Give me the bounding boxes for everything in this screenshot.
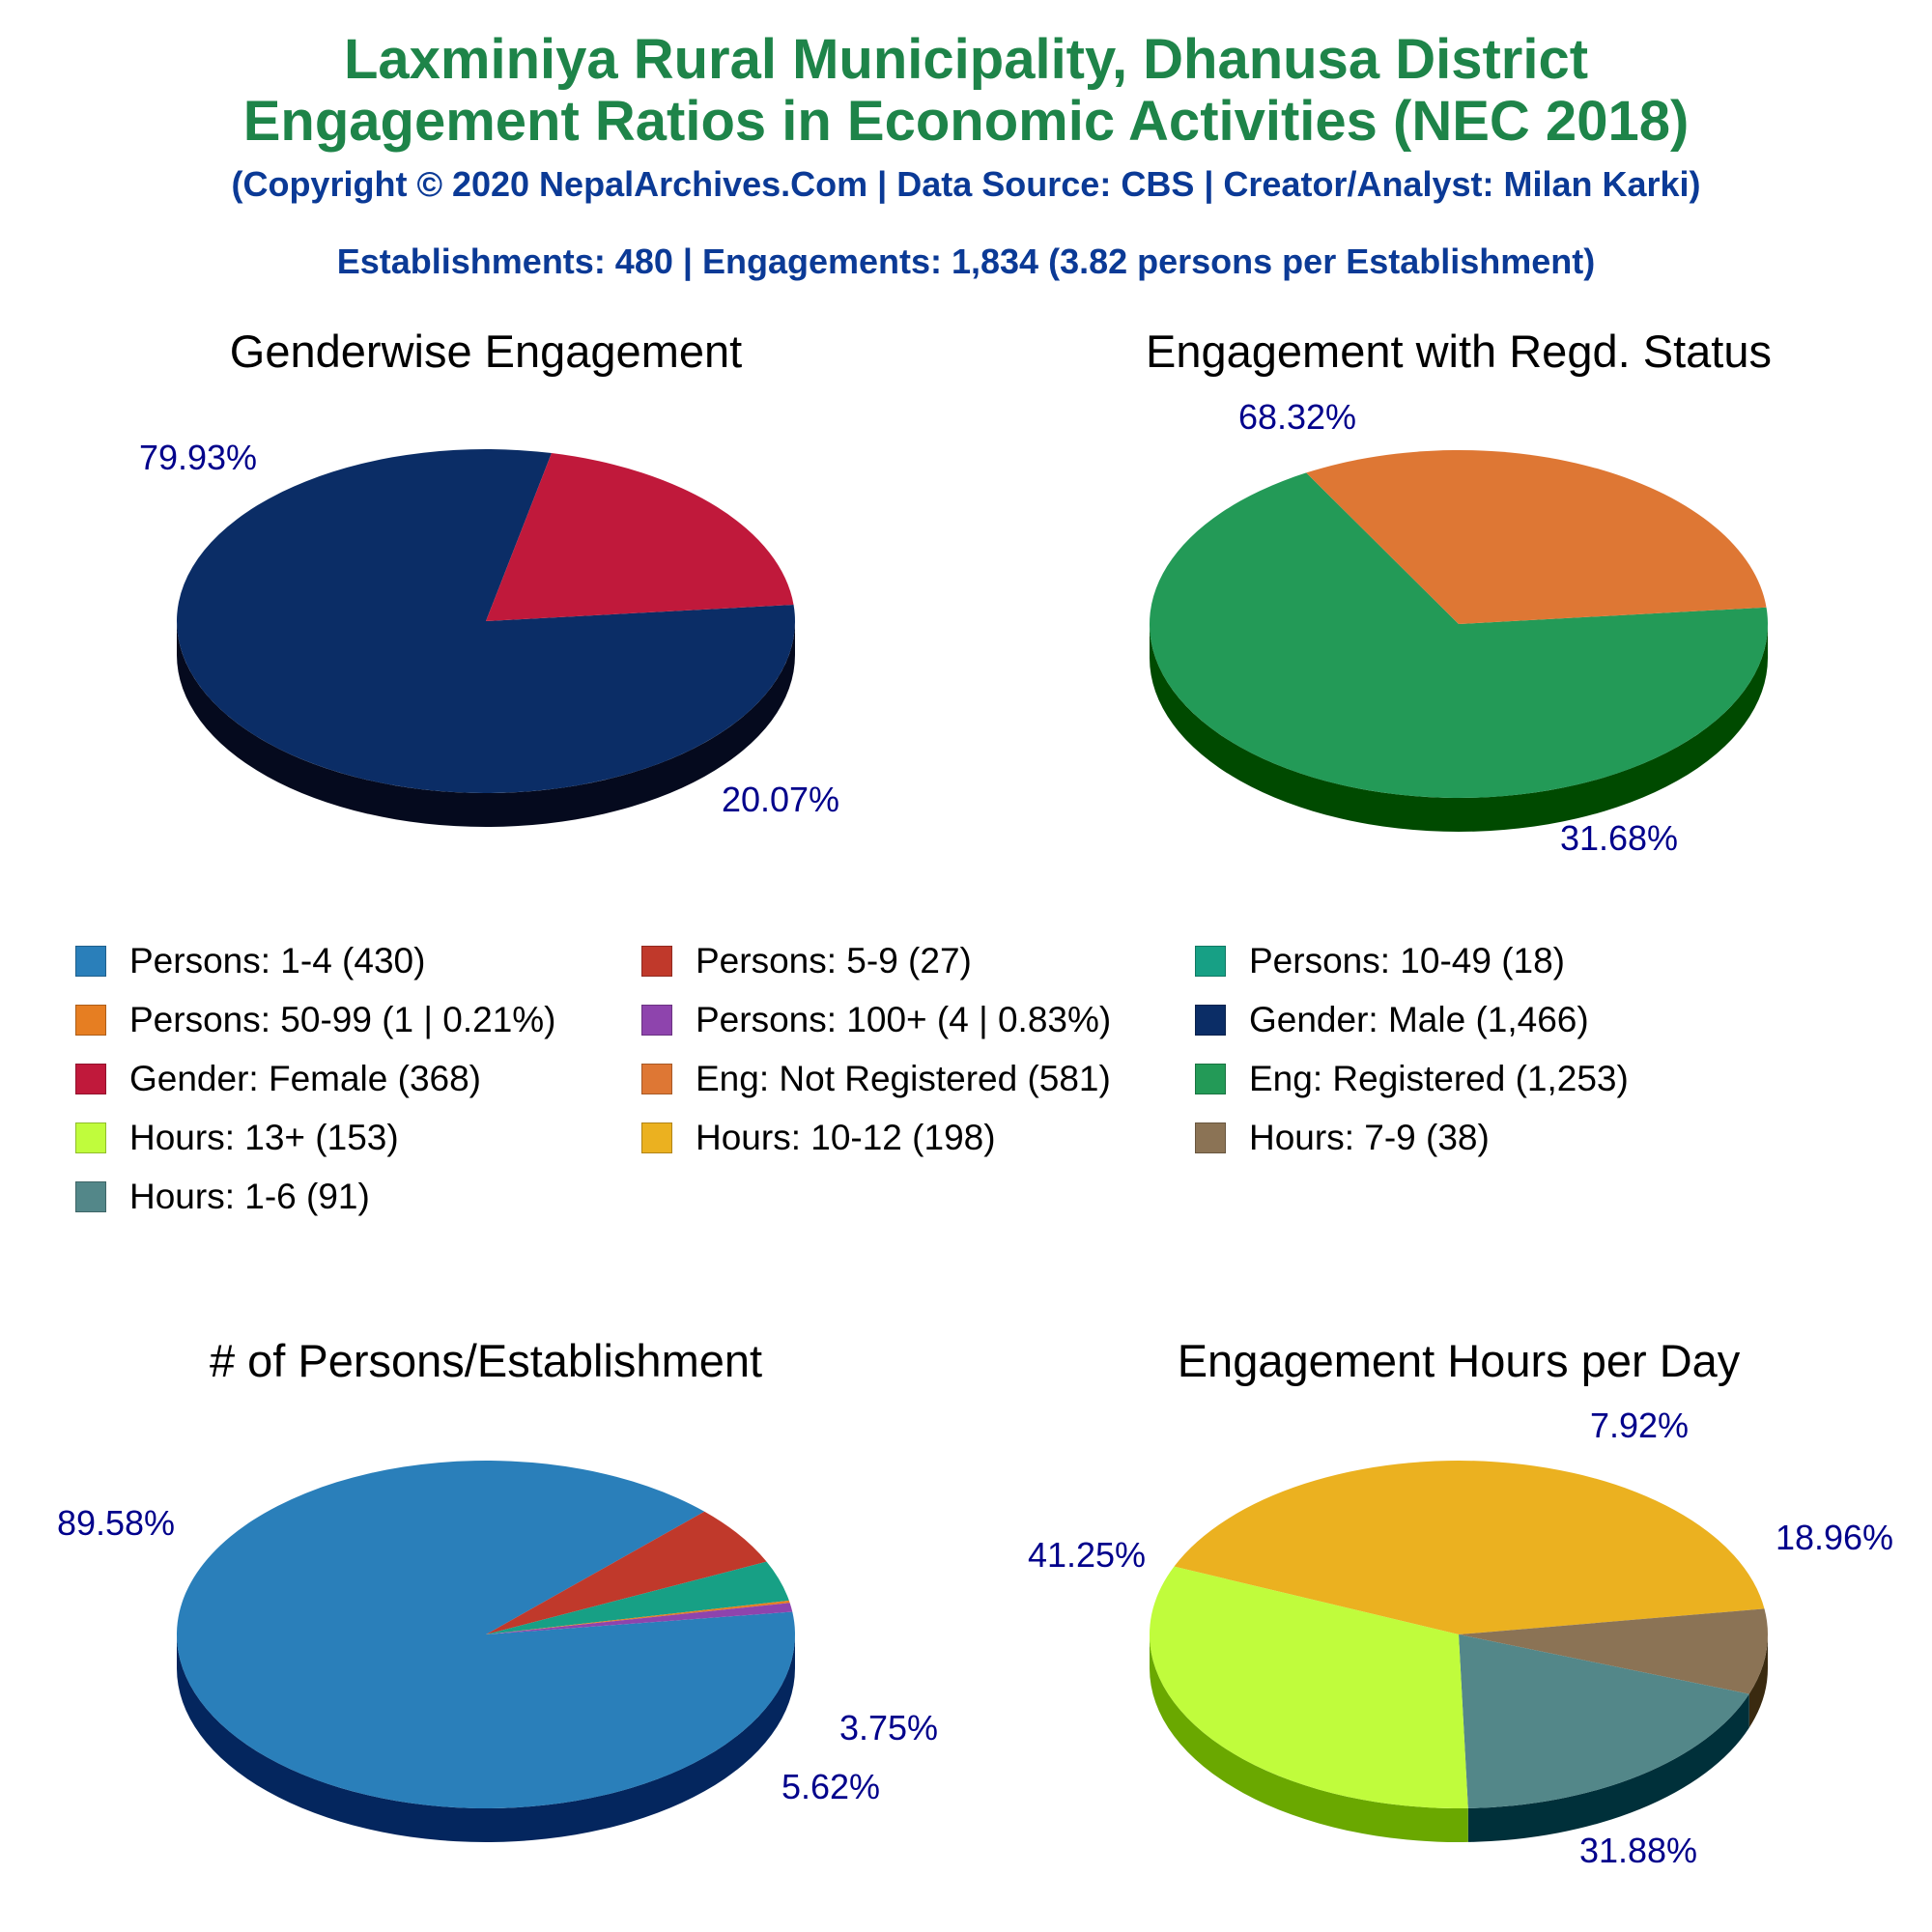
legend-item: [75, 1055, 481, 1103]
percent-label: 31.68%: [1559, 818, 1679, 858]
legend-swatch: [641, 1064, 672, 1094]
summary-subtitle: Establishments: 480 | Engagements: 1,834 (3.82 persons per Establishment): [336, 242, 1596, 281]
legend-swatch: [75, 1122, 106, 1153]
copyright-subtitle: (Copyright © 2020 NepalArchives.Com | Data Source: CBS | Creator/Analyst: Milan Karki): [231, 164, 1701, 204]
legend-label: Hours: 7-9 (38): [1249, 1118, 1490, 1157]
legend-item: [75, 996, 556, 1044]
legend-item: [1195, 1114, 1490, 1162]
legend-swatch: [641, 1122, 672, 1153]
legend-swatch: [1195, 1122, 1226, 1153]
legend-swatch: [1195, 946, 1226, 977]
legend-item: [75, 1173, 370, 1221]
legend-swatch: [75, 1181, 106, 1212]
percent-label: 68.32%: [1237, 397, 1357, 437]
pie-chart-2: [1146, 326, 1772, 858]
chart-title: Engagement with Regd. Status: [1146, 326, 1772, 377]
legend-swatch: [1195, 1005, 1226, 1036]
chart-title: # of Persons/Establishment: [209, 1335, 763, 1386]
pie-chart-3: [57, 1335, 938, 1842]
percent-label: 5.62%: [781, 1767, 881, 1806]
percent-label: 89.58%: [56, 1503, 176, 1543]
legend-item: [641, 1114, 996, 1162]
legend-label: Gender: Male (1,466): [1249, 1000, 1589, 1039]
pie-chart-4: [1028, 1335, 1893, 1870]
main-title-line-1: Laxminiya Rural Municipality, Dhanusa District: [343, 28, 1589, 91]
legend-item: [1195, 937, 1565, 985]
pie-chart-1: [139, 326, 839, 827]
percent-label: 79.93%: [138, 438, 258, 477]
chart-title: Engagement Hours per Day: [1177, 1335, 1741, 1386]
legend-label: Eng: Not Registered (581): [696, 1059, 1111, 1098]
legend-swatch: [75, 946, 106, 977]
legend-label: Gender: Female (368): [129, 1059, 482, 1098]
legend-swatch: [75, 1064, 106, 1094]
legend-label: Hours: 13+ (153): [129, 1118, 399, 1157]
main-title-line-2: Engagement Ratios in Economic Activities (NEC 2018): [242, 90, 1690, 153]
legend-item: [75, 1114, 399, 1162]
percent-label: 41.25%: [1027, 1535, 1147, 1575]
legend-swatch: [75, 1005, 106, 1036]
percent-label: 20.07%: [721, 780, 840, 819]
legend-item: [641, 1055, 1111, 1103]
legend-swatch: [641, 946, 672, 977]
percent-label: 31.88%: [1578, 1831, 1698, 1870]
legend-label: Persons: 1-4 (430): [129, 941, 426, 980]
legend-item: [641, 996, 1111, 1044]
legend-label: Hours: 10-12 (198): [696, 1118, 996, 1157]
legend-item: [1195, 1055, 1629, 1103]
percent-label: 18.96%: [1775, 1518, 1894, 1557]
percent-label: 7.92%: [1589, 1406, 1690, 1445]
legend-label: Hours: 1-6 (91): [129, 1177, 370, 1216]
legend-label: Persons: 50-99 (1 | 0.21%): [129, 1000, 556, 1039]
legend-label: Persons: 10-49 (18): [1249, 941, 1566, 980]
percent-label: 3.75%: [838, 1708, 939, 1747]
legend-item: [641, 937, 972, 985]
legend-label: Persons: 100+ (4 | 0.83%): [696, 1000, 1112, 1039]
legend-label: Persons: 5-9 (27): [696, 941, 972, 980]
legend-label: Eng: Registered (1,253): [1249, 1059, 1629, 1098]
legend-swatch: [1195, 1064, 1226, 1094]
legend-item: [1195, 996, 1589, 1044]
legend-item: [75, 937, 425, 985]
chart-title: Genderwise Engagement: [229, 326, 743, 377]
legend-swatch: [641, 1005, 672, 1036]
